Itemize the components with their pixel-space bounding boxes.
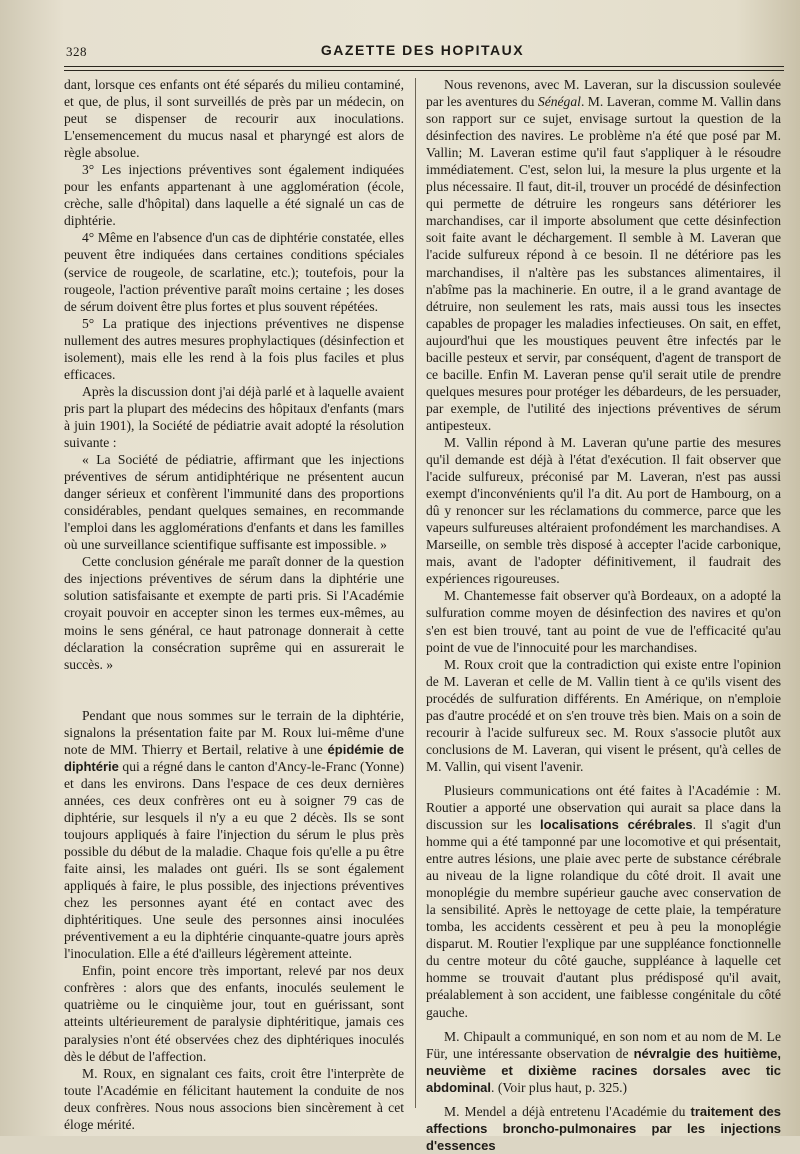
text-run: . (Voir plus haut, p. 325.) [491,1079,628,1095]
ship-name: Sénégal [537,94,581,110]
text-run: . M. Laveran, comme M. Vallin dans son rapport sur ce sujet, envisage surtout la question de la désinfection des navires. Le problème n'a été que posé par M. Vallin; M. Laveran estime qu'il faut s'appliquer à le résoudre immédiatement. C'est, selon lui, la mesure la plus urgente et la plus nécessaire. Il faut, dit-il, trouver un procédé de désinfection qui permette de détruire les rongeurs sans détériorer les marchandises, car il importe absolument que cette désinfection soit faite avant le déchargement. Il semble à M. Laveran que l'acide sulfureux répond à ce besoin. Il ne détériore pas les marchandises, il n'altère pas les substances alimentaires, il n'abîme pas la machinerie. En outre, il a le grand avantage de détruire, non seulement les rats, mais aussi tous les insectes capables de propager les maladies infectieuses. On sait, en effet, aujourd'hui que les moustiques peuvent être infectés par le bacille pesteux et servir, par conséquent, d'agent de transport de ce bacille. Enfin M. Laveran pense qu'il serait utile de prendre quelques mesures pour protéger les débardeurs, de les persuader, par exemple, de l'utilité des injections préventives de sérum antipesteux. [426,94,781,433]
paragraph: M. Vallin répond à M. Laveran qu'une partie des mesures qu'il demande est déjà à l'état d'exécution. Il fait observer que l'acide sulfureux, préconisé par M. Laveran, n'est pas aussi exempt d'inconvénients qu'il l'a dit. Au port de Hambourg, on a dû y renoncer sur les réclamations du commerce, parce que les vapeurs sulfureuses altéraient profondément les marchandises. A Marseille, on semble très disposé à accepter l'acide carbonique, mais, avant de l'adopter définitivement, il faudrait des expériences rigoureuses. [426,434,781,587]
paragraph: M. Roux croit que la contradiction qui existe entre l'opinion de M. Laveran et celle de M. Vallin tient à ce qu'ils visent des procédés de sulfuration différents. En Amérique, on n'emploie pas d'autre procédé et on s'en trouve très bien. Mais on a soin de recourir à l'acide sulfureux sec. M. Roux s'associe plutôt aux conclusions de M. Laveran, qui visent le présent, qu'à celles de M. Vallin, qui visent l'avenir. [426,656,781,774]
journal-title: GAZETTE DES HOPITAUX [320,42,525,58]
text-run: Pendant que nous sommes sur le terrain de la diphtérie, signalons la présentation faite par M. Roux lui-même d'une note de MM. Thierry et Bertail, relative à une [64,707,404,757]
paragraph: Après la discussion dont j'ai déjà parlé et à laquelle avaient pris part la plupart des médecins des hôpitaux d'enfants (mars à juin 1901), la Société de pédiatrie avait adopté la résolution suivante : [64,383,404,450]
left-column [64,76,404,1133]
page-number: 328 [66,44,87,59]
paragraph: 3° Les injections préventives sont également indiquées pour les enfants appartenant à une agglomération (école, crèche, salle d'hôpital) dans laquelle a été signalé un cas de diphtérie. [64,162,404,229]
paragraph: Cette conclusion générale me paraît donner de la question des injections préventives de sérum dans la diphtérie une solution satisfaisante et exempte de parti pris. Si l'Académie croyait pouvoir en accepter sinon les termes eux-mêmes, au moins le sens général, ce haut patronage donnerait à cette déclaration la consécration suprême qui en assurerait le succès. » [64,554,404,672]
page-header [60,40,785,62]
bold-subject: névralgie des huitième, neuvième et dixième racines dorsales avec tic abdominal [426,1045,781,1095]
column-divider [415,78,416,1108]
text-run: qui a régné dans le canton d'Ancy-le-Franc (Yonne) et dans les environs. Dans l'espace de ces deux dernières années, ces deux confrères ont eu à soigner 79 cas de diphtérie, sur lesquels il n'y a eu que 2 décès. Ils se sont toujours appliqués à faire l'injection du sérum le plus près possible du début de la maladie. Chaque fois qu'elle a pu être faite ainsi, les malades ont guéri. Ils se sont également appliqués à faire, le plus possible, des injections préventives chez les personnes ayant été en contact avec des diphtéritiques. Une seule des personnes ainsi inoculées préventivement a eu la diphtérie cinquante-quatre jours après l'inoculation. Elle a été d'ailleurs légèrement atteinte. [64,758,404,962]
paragraph: M. Roux, en signalant ces faits, croit être l'interprète de toute l'Académie en félicitant hautement la conduite de nos deux confrères. Nous nous associons bien sincèrement à cet éloge mérité. [64,1065,404,1132]
paragraph [426,76,781,434]
text-run: M. Chipault a communiqué, en son nom et au nom de M. Le Für, une intéressante observation de [426,1028,781,1061]
text-run: M. Mendel a déjà entretenu l'Académie du [444,1103,691,1119]
text-run: Nous revenons, avec M. Laveran, sur la discussion soulevée par les aventures du [426,77,781,110]
paragraph: M. Chantemesse fait observer qu'à Bordeaux, on a adopté la sulfuration comme moyen de désinfection des navires et qu'on s'en est bien trouvé, tant au point de vue de l'efficacité qu'au point de vue de l'innocuité pour les marchandises. [426,588,781,655]
bold-subject: localisations cérébrales [540,817,693,833]
paragraph [64,707,404,963]
header-rule [64,66,784,67]
paragraph [426,1028,781,1096]
paragraph: Enfin, point encore très important, relevé par nos deux confrères : alors que des enfants, inoculés seulement le quatrième ou le cinquième jour, tout en guérissant, sont atteints ultérieurement de paralysie diphtéritique, jamais ces paralysies n'ont été observées chez des diphtériques inoculés dès le début de l'affection. [64,963,404,1064]
header-rule-thin [64,70,784,71]
text-run: . Il s'agit d'un homme qui a été tamponné par une locomotive et qui présentait, entre autres lésions, une plaie avec perte de substance cérébrale au niveau de la ligne rolandique du côté droit. Il avait une monoplégie du membre supérieur gauche avec conservation de la sensibilité. Après le nettoyage de cette plaie, la température tomba, les accidents cessèrent et peu à peu la monoplégie disparut. M. Routier l'explique par une suppléance fonctionnelle du centre moteur du côté gauche, suppléance à laquelle cet homme se trouvait d'autant plus prédisposé qu'il avait, préalablement à son accident, une faiblesse congénitale du côté gauche. [426,817,781,1020]
paragraph [426,782,781,1021]
bold-subject: épidémie de diphtérie [64,741,405,774]
paragraph [426,1103,781,1154]
quotation-paragraph: « La Société de pédiatrie, affirmant que les injections préventives de sérum antidiphtérique ne présentent aucun danger sérieux et confèrent l'immunité dans des proportions considérables, pendant quelques semaines, en recommande l'emploi dans les agglomérations d'enfants et dans les familles où une surveillance scientifique suffisante est impossible. » [64,452,404,553]
text-run: Plusieurs communications ont été faites à l'Académie : M. Routier a apporté une observation qui aurait sa place dans la discussion sur les [426,782,781,833]
paragraph: dant, lorsque ces enfants ont été séparés du milieu contaminé, et que, de plus, il sont surveillés de près par un médecin, on peut se dispenser de recourir aux inoculations. L'ensemencement du mucus nasal et pharyngé est alors de règle absolue. [64,77,404,161]
paragraph: 4° Même en l'absence d'un cas de diphtérie constatée, elles peuvent être indiquées dans certaines conditions spéciales (service de rougeole, de scarlatine, etc.); toutefois, pour la rougeole, l'action préventive paraît moins certaine ; les doses de sérum doivent être plus fortes et plus souvent répétées. [64,230,404,314]
right-column [426,76,781,1154]
bold-subject: traitement des affections broncho-pulmonaires par les injections d'essences [426,1103,781,1153]
paragraph: 5° La pratique des injections préventives ne dispense nullement des autres mesures prophylactiques (désinfection et isolement), mais elle les rend à la fois plus faciles et plus efficaces. [64,315,404,382]
